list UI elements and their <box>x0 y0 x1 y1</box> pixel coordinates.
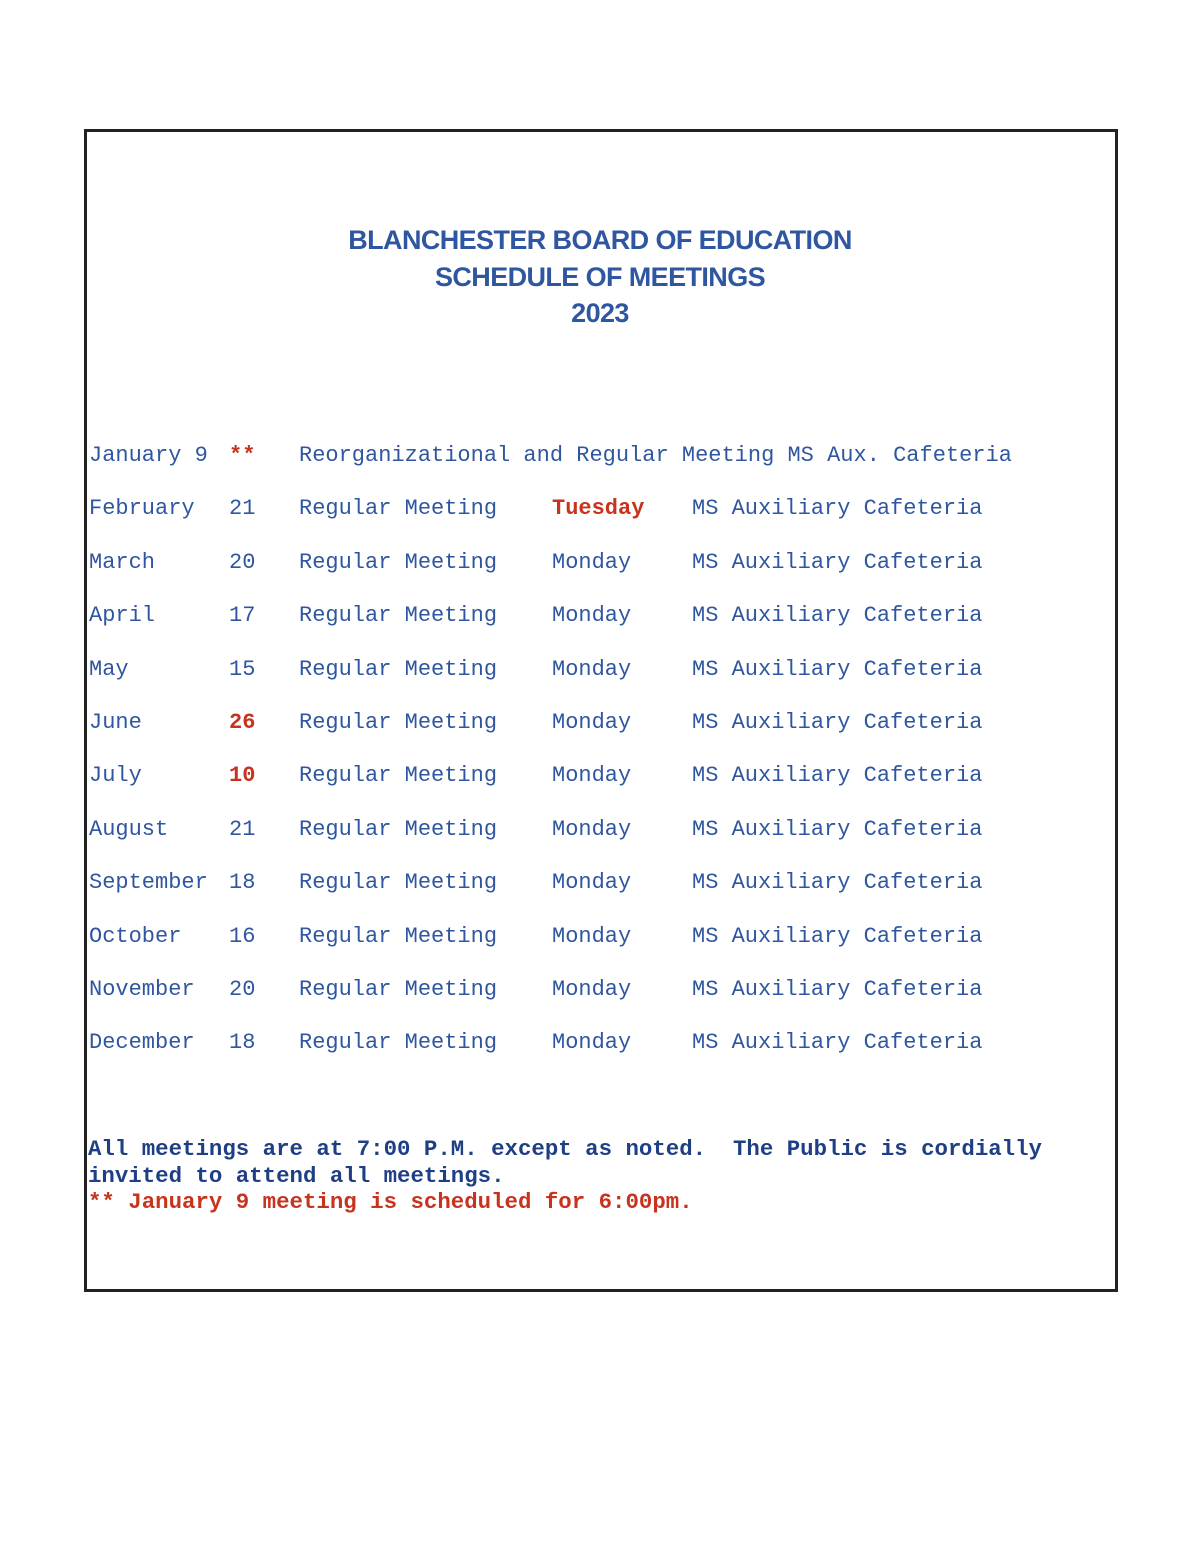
schedule-row-january <box>0 441 1200 471</box>
day-cell: 10 <box>229 763 256 789</box>
title-board-name: BLANCHESTER BOARD OF EDUCATION <box>348 225 852 255</box>
meeting-type-cell: Regular Meeting <box>299 870 498 896</box>
location-cell: MS Auxiliary Cafeteria <box>692 1030 983 1056</box>
weekday-cell: Monday <box>552 549 632 575</box>
schedule-row-august <box>0 815 1200 845</box>
location-cell: MS Auxiliary Cafeteria <box>692 496 983 522</box>
meeting-type-cell: Regular Meeting <box>299 977 498 1002</box>
title-year: 2023 <box>571 298 629 328</box>
month-cell: December <box>89 1030 195 1056</box>
schedule-row-july <box>0 761 1200 791</box>
weekday-cell: Tuesday <box>552 496 645 522</box>
day-cell: 21 <box>229 816 256 842</box>
weekday-cell: Monday <box>552 977 632 1002</box>
day-cell: 18 <box>229 1030 256 1056</box>
month-cell: July <box>89 763 142 789</box>
note-meeting-time: All meetings are at 7:00 P.M. except as noted. The Public is cordially <box>88 1136 1042 1162</box>
note-marker: ** <box>229 443 256 468</box>
day-cell: 17 <box>229 603 256 629</box>
month-cell: February <box>89 496 195 522</box>
month-cell: October <box>89 923 182 949</box>
weekday-cell: Monday <box>552 870 632 896</box>
schedule-row-november <box>0 975 1200 1005</box>
month-cell: May <box>89 656 129 682</box>
meeting-type-cell: Regular Meeting <box>299 923 498 949</box>
day-cell: 20 <box>229 549 256 575</box>
location-cell: MS Auxiliary Cafeteria <box>692 870 983 896</box>
month-cell: August <box>89 816 169 842</box>
weekday-cell: Monday <box>552 656 632 682</box>
schedule-row-february <box>0 494 1200 524</box>
day-cell: 16 <box>229 923 256 949</box>
weekday-cell: Monday <box>552 603 632 629</box>
weekday-cell: Monday <box>552 710 632 735</box>
schedule-row-december <box>0 1028 1200 1058</box>
meeting-type-cell: Regular Meeting <box>299 816 498 842</box>
month-cell: June <box>89 710 142 735</box>
location-cell: MS Auxiliary Cafeteria <box>692 763 983 789</box>
schedule-row-april <box>0 601 1200 631</box>
weekday-cell: Monday <box>552 816 632 842</box>
meeting-type-cell: Regular Meeting <box>299 603 498 629</box>
note-january-exception: ** January 9 meeting is scheduled for 6:00pm. <box>88 1189 693 1215</box>
location-cell: MS Auxiliary Cafeteria <box>692 710 983 735</box>
location-cell: MS Auxiliary Cafeteria <box>692 923 983 949</box>
day-cell: 18 <box>229 870 256 896</box>
location-cell: MS Auxiliary Cafeteria <box>692 977 983 1002</box>
meeting-type-cell: Regular Meeting <box>299 656 498 682</box>
schedule-row-october <box>0 922 1200 952</box>
location-cell: MS Auxiliary Cafeteria <box>692 816 983 842</box>
meeting-description: Reorganizational and Regular Meeting MS Aux. Cafeteria <box>299 443 1012 468</box>
schedule-row-june <box>0 708 1200 738</box>
meeting-type-cell: Regular Meeting <box>299 763 498 789</box>
weekday-cell: Monday <box>552 763 632 789</box>
day-cell: 20 <box>229 977 256 1002</box>
month-cell: March <box>89 549 156 575</box>
location-cell: MS Auxiliary Cafeteria <box>692 656 983 682</box>
weekday-cell: Monday <box>552 1030 632 1056</box>
month-cell: November <box>89 977 195 1002</box>
month-cell: January 9 <box>89 443 208 468</box>
month-cell: September <box>89 870 208 896</box>
meeting-type-cell: Regular Meeting <box>299 549 498 575</box>
meeting-type-cell: Regular Meeting <box>299 496 498 522</box>
day-cell: 21 <box>229 496 256 522</box>
day-cell: 15 <box>229 656 256 682</box>
weekday-cell: Monday <box>552 923 632 949</box>
schedule-row-march <box>0 548 1200 578</box>
location-cell: MS Auxiliary Cafeteria <box>692 549 983 575</box>
schedule-row-september <box>0 868 1200 898</box>
day-cell: 26 <box>229 710 256 735</box>
meeting-type-cell: Regular Meeting <box>299 1030 498 1056</box>
meeting-type-cell: Regular Meeting <box>299 710 498 735</box>
schedule-row-may <box>0 655 1200 685</box>
title-schedule: SCHEDULE OF MEETINGS <box>434 261 766 292</box>
footnotes <box>88 1136 1118 1216</box>
location-cell: MS Auxiliary Cafeteria <box>692 603 983 629</box>
month-cell: April <box>89 603 156 629</box>
note-public-invite: invited to attend all meetings. <box>88 1162 505 1189</box>
